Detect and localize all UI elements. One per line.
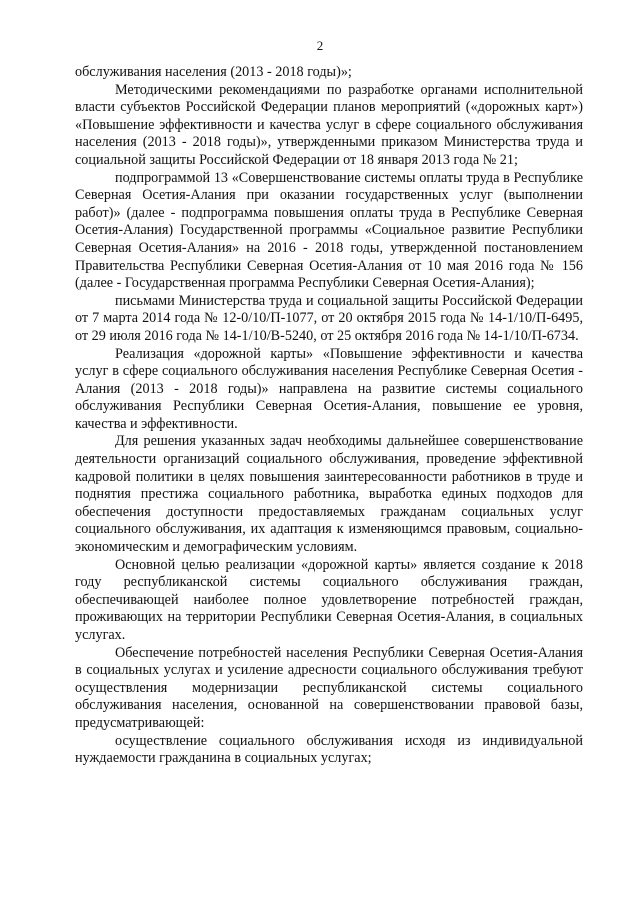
paragraph-continuation: обслуживания населения (2013 - 2018 годы)»; (75, 64, 352, 80)
paragraph-individual-needs: осуществление социального обслуживания исходя из индивидуальной нуждаемости гражданина в социальных услугах; (75, 732, 583, 767)
page-number: 2 (316, 38, 324, 53)
paragraph-roadmap-implementation: Реализация «дорожной карты» «Повышение эффективности и качества услуг в сфере социального обслуживания населения Республике Северная Осетия - Алания (2013 - 2018 годы)» направлена на развитие системы социального обслуживания Республики Северная Осетия-Алания, повышение ее уровня, качества и эффективности. (75, 345, 583, 432)
paragraph-main-goal: Основной целью реализации «дорожной карты» является создание к 2018 году республиканской системы социального обслуживания граждан, обеспечивающей наиболее полное удовлетворение потребностей граждан, проживающих на территории Республики Северная Осетия-Алания, в социальных услугах. (75, 556, 583, 643)
paragraph-tasks: Для решения указанных задач необходимы дальнейшее совершенствование деятельности организаций социального обслуживания, проведение эффективной кадровой политики в целях повышения заинтересованности работников в труде и поднятия престижа социального работника, выработка единых подходов для обеспечения доступности предоставляемых гражданам социальных услуг социального обслуживания, их адаптация к изменяющимся правовым, социально-экономическим и демографическим условиям. (75, 433, 583, 556)
paragraph-needs-provision: Обеспечение потребностей населения Республики Северная Осетия-Алания в социальных услугах и усиление адресности социального обслуживания требуют осуществления модернизации республиканской системы социального обслуживания населения, основанной на совершенствовании правовой базы, предусматривающей: (75, 644, 583, 731)
paragraph-ministry-letters: письмами Министерства труда и социальной защиты Российской Федерации от 7 марта 2014 года № 12-0/10/П-1077, от 20 октября 2015 года № 14-1/10/П-6495, от 29 июля 2016 года № 14-1/10/В-5240, от 25 октября 2016 года № 14-1/10/П-6734. (75, 292, 583, 344)
document-body (75, 64, 583, 768)
paragraph-subprogram-13: подпрограммой 13 «Совершенствование системы оплаты труда в Республике Северная Осетия-Алания при оказании государственных услуг (выполнении работ)» (далее - подпрограмма повышения оплаты труда в Республике Северная Осетия-Алания) Государственной программы «Социальное развитие Республики Северная Осетия-Алания» на 2016 - 2018 годы, утвержденной постановлением Правительства Республики Северная Осетия-Алания от 10 мая 2016 года № 156 (далее - Государственная программа Республики Северная Осетия-Алания); (75, 169, 583, 292)
paragraph-methodical-recommendations: Методическими рекомендациями по разработке органами исполнительной власти субъектов Российской Федерации планов мероприятий («дорожных карт») «Повышение эффективности и качества услуг в сфере социального обслуживания населения (2013 - 2018 годы)», утвержденными приказом Министерства труда и социальной защиты Российской Федерации от 18 января 2013 года № 21; (75, 81, 583, 168)
